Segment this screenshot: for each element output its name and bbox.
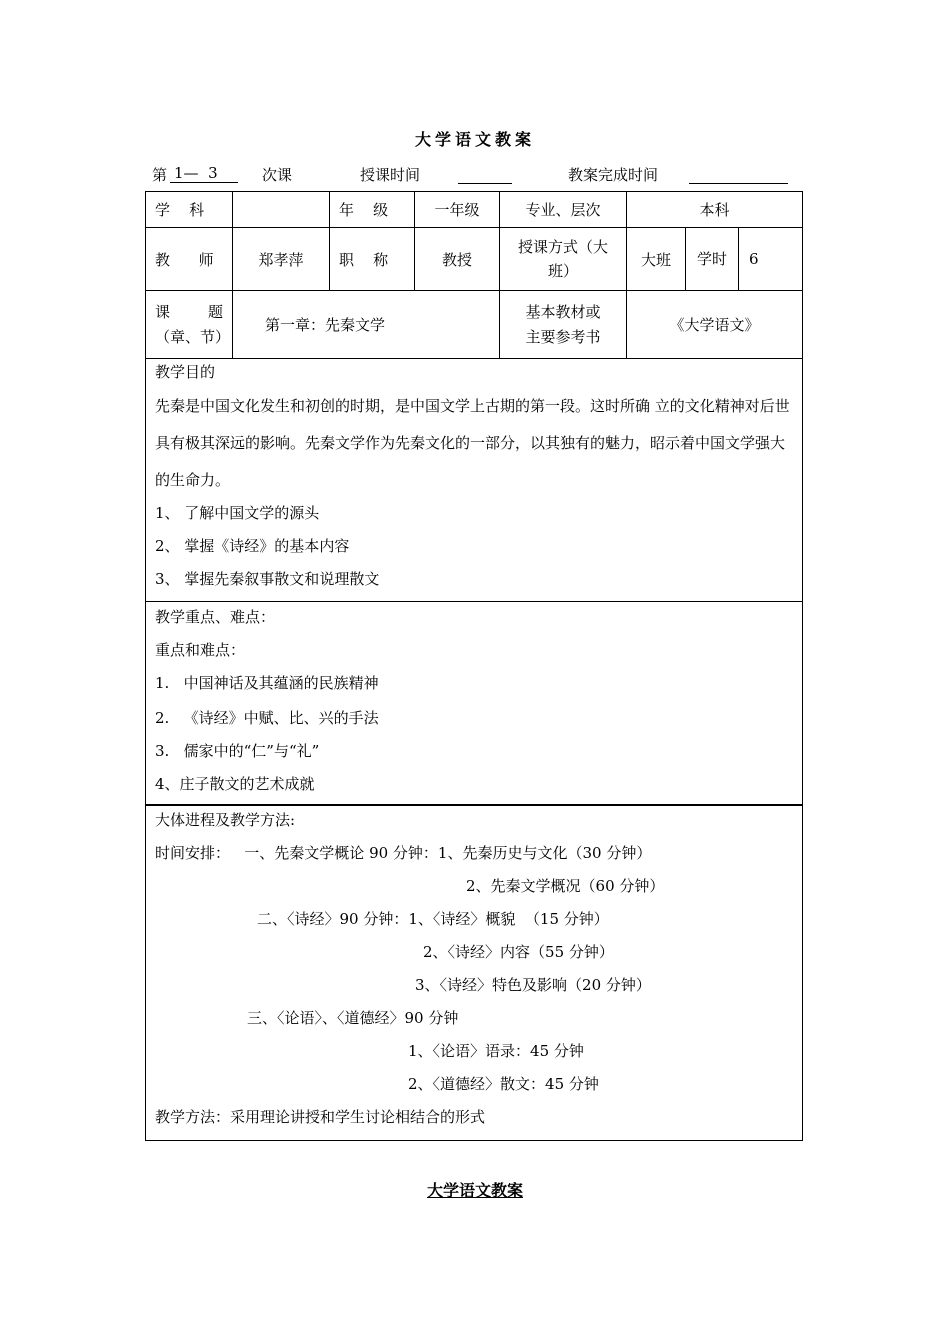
subject-label: 学 科 <box>146 192 233 228</box>
schedule-line: 2、〈道德经〉散文：45 分钟 <box>408 1075 599 1093</box>
job-title-label: 职 称 <box>330 228 415 291</box>
key-points-section <box>145 601 803 806</box>
teaching-method: 教学方法：采用理论讲授和学生讨论相结合的形式 <box>155 1108 486 1126</box>
objective-item: 1、 了解中国文学的源头 <box>155 504 320 522</box>
session-header <box>152 164 802 186</box>
objective-item: 3、 掌握先秦叙事散文和说理散文 <box>155 570 380 588</box>
course-info-table <box>145 191 803 359</box>
textbook-label: 基本教材或 主要参考书 <box>500 291 627 359</box>
key-point-item: 1. 中国神话及其蕴涵的民族精神 <box>155 674 379 692</box>
grade-label: 年 级 <box>330 192 415 228</box>
schedule-line: 三、〈论语〉、〈道德经〉90 分钟 <box>247 1009 459 1027</box>
document-title: 大学语文教案 <box>414 130 535 149</box>
schedule-line: 3、〈诗经〉特色及影响（20 分钟） <box>415 976 651 994</box>
teach-time-field[interactable] <box>458 164 512 184</box>
key-point-item: 2. 《诗经》中赋、比、兴的手法 <box>155 709 379 727</box>
objectives-paragraph: 先秦是中国文化发生和初创的时期，是中国文学上古期的第一段。这时所确 立的文化精神对后世具有极其深远的影响。先秦文学作为先秦文化的一部分，以其独有的魅力，昭示着中国文学强大的生命力。 <box>155 397 790 489</box>
key-point-item: 3. 儒家中的“仁”与“礼” <box>155 742 320 760</box>
session-prefix: 第 <box>152 166 168 184</box>
hours-value: 6 <box>749 250 759 268</box>
objectives-heading: 教学目的 <box>155 363 216 381</box>
next-page-title: 大学语文教案 <box>426 1181 523 1200</box>
session-suffix: 次课 <box>262 166 293 184</box>
schedule-line: 2、先秦文学概况（60 分钟） <box>466 877 665 895</box>
schedule-line: 2、〈诗经〉内容（55 分钟） <box>423 943 614 961</box>
key-point-item: 4、庄子散文的艺术成就 <box>155 775 315 793</box>
topic-value: 第一章：先秦文学 <box>233 291 500 359</box>
key-points-subheading: 重点和难点： <box>155 641 246 659</box>
schedule-line: 二、〈诗经〉90 分钟：1、〈诗经〉概貌 （15 分钟） <box>257 910 609 928</box>
job-title-value: 教授 <box>415 228 500 291</box>
major-value: 本科 <box>627 192 803 228</box>
grade-value: 一年级 <box>415 192 500 228</box>
hours-label: 学时 <box>685 228 739 290</box>
hours-cell <box>685 228 803 291</box>
teaching-mode-value: 大班 <box>627 228 686 291</box>
complete-time-field[interactable] <box>689 164 788 184</box>
teach-time-label: 授课时间 <box>360 166 421 184</box>
teaching-mode-label: 授课方式（大班） <box>500 228 627 291</box>
schedule-line: 1、〈论语〉语录：45 分钟 <box>408 1042 584 1060</box>
textbook-value: 《大学语文》 <box>627 291 803 359</box>
major-label: 专业、层次 <box>500 192 627 228</box>
objectives-section <box>145 357 803 602</box>
teacher-label: 教 师 <box>146 228 233 291</box>
progress-section <box>145 804 803 1141</box>
progress-heading: 大体进程及教学方法: <box>155 811 296 829</box>
key-points-heading: 教学重点、难点： <box>155 608 276 626</box>
objective-item: 2、 掌握《诗经》的基本内容 <box>155 537 350 555</box>
topic-label: 课 题 （章、节） <box>146 291 233 359</box>
session-range: 1— 3 <box>170 164 238 183</box>
schedule-line: 时间安排： 一、先秦文学概论 90 分钟：1、先秦历史与文化（30 分钟） <box>155 844 652 862</box>
teacher-value: 郑孝萍 <box>233 228 330 291</box>
subject-value <box>233 192 330 228</box>
complete-time-label: 教案完成时间 <box>568 166 659 184</box>
